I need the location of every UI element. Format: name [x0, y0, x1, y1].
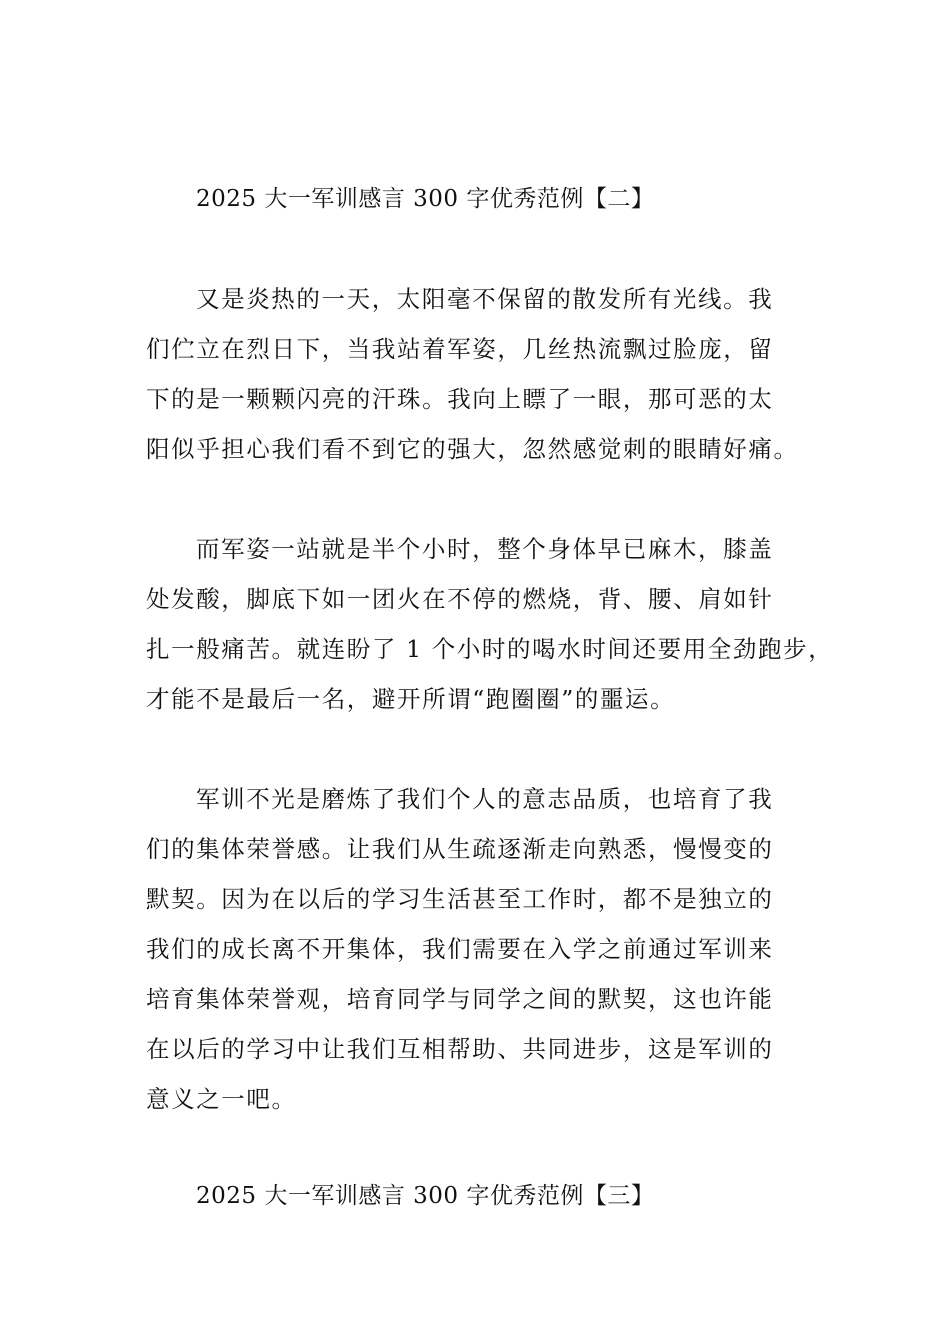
paragraph-line: 在以后的学习中让我们互相帮助、共同进步，这是军训的 — [146, 1035, 774, 1063]
paragraph-line: 处发酸，脚底下如一团火在不停的燃烧，背、腰、肩如针 — [146, 585, 774, 613]
paragraph-line: 军训不光是磨炼了我们个人的意志品质，也培育了我 — [196, 785, 774, 813]
paragraph-line: 们伫立在烈日下，当我站着军姿，几丝热流飘过脸庞，留 — [146, 335, 774, 363]
paragraph-line: 扎一般痛苦。就连盼了 1 个小时的喝水时间还要用全劲跑步， — [146, 635, 834, 663]
paragraph-line: 而军姿一站就是半个小时，整个身体早已麻木，膝盖 — [196, 535, 774, 563]
paragraph-line: 才能不是最后一名，避开所谓“跑圈圈”的噩运。 — [146, 685, 676, 713]
paragraph-line: 们的集体荣誉感。让我们从生疏逐渐走向熟悉，慢慢变的 — [146, 835, 774, 863]
section-heading-2: 2025 大一军训感言 300 字优秀范例【二】 — [196, 186, 655, 212]
paragraph-line: 意义之一吧。 — [146, 1085, 297, 1113]
paragraph-line: 又是炎热的一天，太阳毫不保留的散发所有光线。我 — [196, 285, 774, 313]
paragraph-line: 默契。因为在以后的学习生活甚至工作时，都不是独立的 — [146, 885, 774, 913]
section-heading-3: 2025 大一军训感言 300 字优秀范例【三】 — [196, 1183, 655, 1209]
paragraph-line: 我们的成长离不开集体，我们需要在入学之前通过军训来 — [146, 935, 774, 963]
paragraph-2 — [146, 535, 834, 735]
paragraph-line: 培育集体荣誉观，培育同学与同学之间的默契，这也许能 — [146, 985, 774, 1013]
paragraph-1 — [146, 285, 811, 485]
paragraph-line: 阳似乎担心我们看不到它的强大，忽然感觉刺的眼睛好痛。 — [146, 435, 799, 463]
paragraph-3 — [146, 785, 811, 1135]
paragraph-line: 下的是一颗颗闪亮的汗珠。我向上瞟了一眼，那可恶的太 — [146, 385, 774, 413]
